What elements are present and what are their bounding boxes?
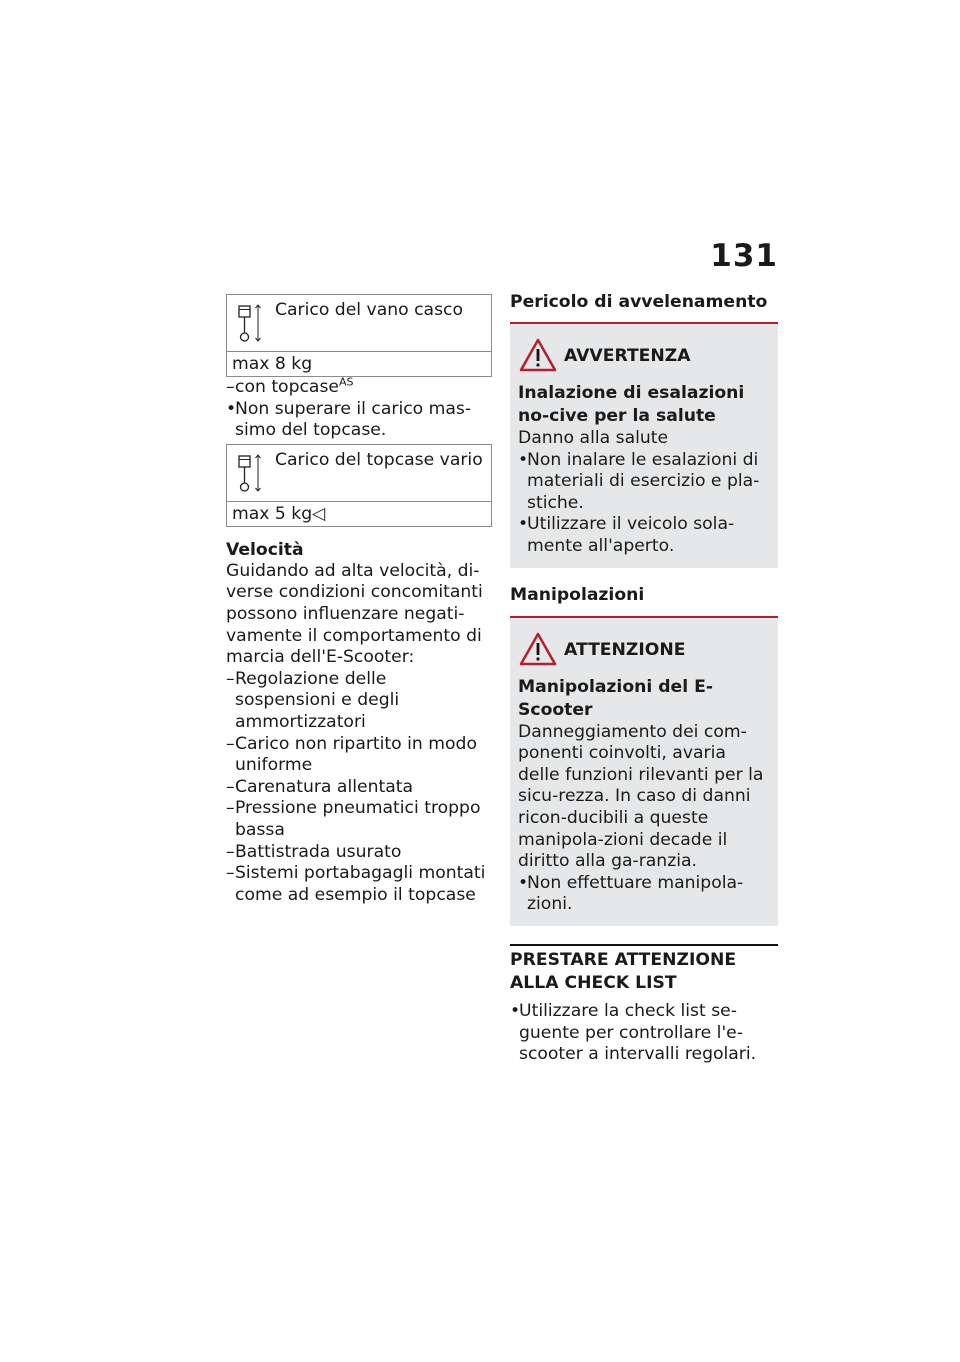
warning-triangle-icon [519,338,557,372]
weight-load-icon [237,303,263,345]
list-item: – Sistemi portabagagli montati come ad esempio il topcase [226,863,492,906]
spec-value: max 8 kg [232,354,313,374]
warning-label: AVVERTENZA [564,346,691,366]
checklist-bullet: • Utilizzare la check list se-guente per controllare l'e-scooter a intervalli regolari. [510,1001,778,1066]
warning-bold-text: Manipolazioni del E-Scooter [518,676,713,720]
warning-text: Danno alla salute [518,428,669,448]
section-heading-poisoning: Pericolo di avvelenamento [510,292,768,312]
list-item: – Battistrada usurato [226,842,492,864]
right-column [510,294,778,1066]
warning-bold-text: Inalazione di esalazioni no-cive per la salute [518,383,745,426]
checklist-heading [510,949,778,995]
list-item: • Non inalare le esalazioni di materiali di esercizio e pla-stiche. [518,450,770,515]
spec-value: max 5 kg◁ [232,503,326,524]
topcase-note: – con topcase$^{AS}$ [226,377,492,399]
checklist-heading-line1: PRESTARE ATTENZIONE [510,949,737,970]
checklist-heading-line2: ALLA CHECK LIST [510,972,677,993]
warning-box-avvertenza [510,324,778,568]
left-column [226,294,492,906]
spec-table-topcase [226,444,492,527]
velocita-text: Guidando ad alta velocità, di-verse condizioni concomitanti possono influenzare negati-vamente il comportamento di marcia dell'E-Scooter: [226,560,483,668]
list-item: – Carico non ripartito in modo uniforme [226,734,492,777]
bullet-max-load: • Non superare il carico mas-simo del topcase. [226,399,492,442]
list-item: • Utilizzare il veicolo sola-mente all'aperto. [518,514,770,557]
list-item: – Pressione pneumatici troppo bassa [226,798,492,841]
spec-table-helmet [226,294,492,377]
topcase-superscript: AS [339,375,354,389]
warning-label: ATTENZIONE [564,639,686,660]
list-item: – Carenatura allentata [226,777,492,799]
section-heading-manipulations: Manipolazioni [510,584,645,605]
warning-box-attenzione [510,618,778,926]
page-number: 131 [710,238,778,274]
spec-title: Carico del topcase vario [275,449,483,470]
velocita-heading: Velocità [226,539,304,560]
list-item: • Non effettuare manipola-zioni. [518,873,770,916]
spec-title: Carico del vano casco [275,300,464,320]
list-item: – Regolazione delle sospensioni e degli ammortizzatori [226,669,492,734]
section-divider-black [510,944,778,946]
warning-triangle-icon [519,632,557,666]
warning-text: Danneggiamento dei com-ponenti coinvolti, avaria delle funzioni rilevanti per la sicu-rezza. In caso di danni ricon-ducibili a queste manipola-zioni decade il diritto alla ga-ranzia. [518,721,764,872]
weight-load-icon [237,453,263,495]
